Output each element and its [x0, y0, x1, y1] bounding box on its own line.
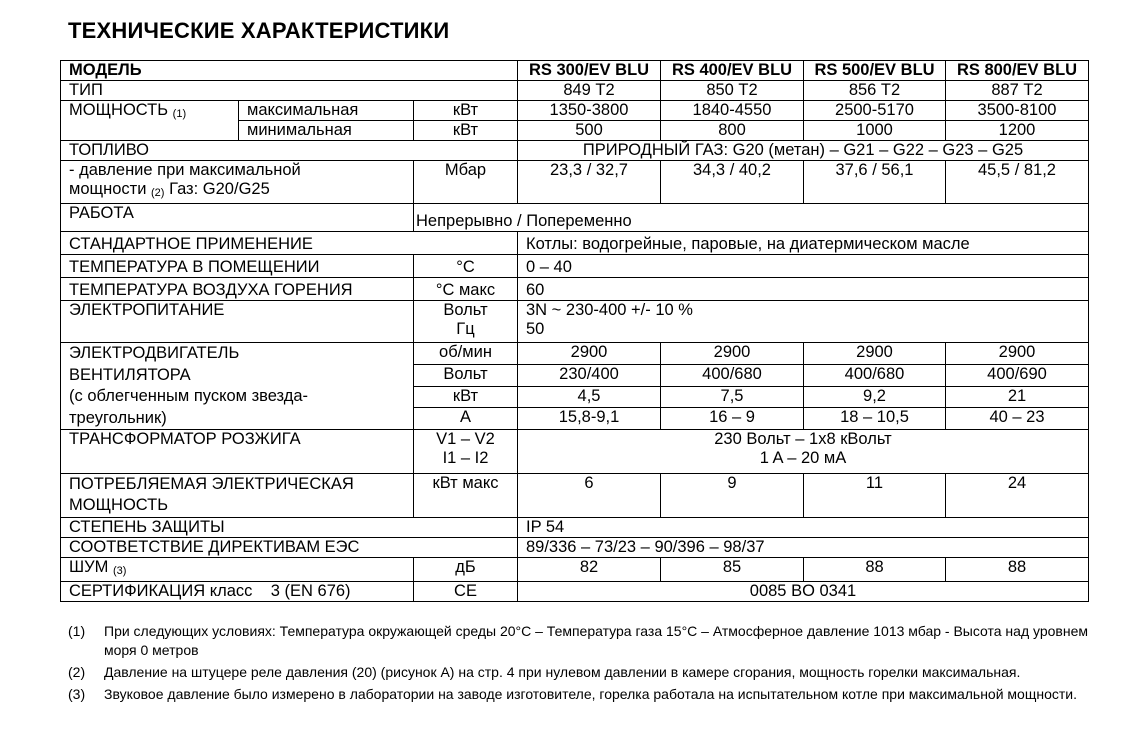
footnotes [68, 622, 1088, 707]
table-cell: Котлы: водогрейные, паровые, на диатермическом масле [518, 232, 1089, 255]
unit-cell: Мбар [414, 161, 518, 204]
row-label: ТРАНСФОРМАТОР РОЗЖИГА [61, 430, 414, 474]
page-title: ТЕХНИЧЕСКИЕ ХАРАКТЕРИСТИКИ [68, 18, 450, 43]
table-cell: 88 [804, 558, 946, 582]
table-cell: 37,6 / 56,1 [804, 161, 946, 204]
spec-table [60, 60, 1089, 602]
table-cell: 45,5 / 81,2 [946, 161, 1089, 204]
table-cell: 887 Т2 [946, 81, 1089, 101]
table-cell: 230/400 [518, 364, 661, 386]
model-header: МОДЕЛЬ [61, 61, 518, 81]
unit-cell: CE [414, 582, 518, 602]
table-row [61, 278, 1089, 301]
footnote-text: При следующих условиях: Температура окружающей среды 20°C – Температура газа 15°C – Атмосферное давление 1013 мбар - Высота над уровнем моря 0 метров [104, 623, 1088, 658]
footnote-number: (2) [68, 664, 86, 680]
table-row [61, 518, 1089, 538]
table-cell: 23,3 / 32,7 [518, 161, 661, 204]
footnote-ref: (1) [172, 108, 187, 120]
row-label: СТЕПЕНЬ ЗАЩИТЫ [61, 518, 518, 538]
footnote-ref: (3) [112, 565, 127, 577]
footnote-number: (1) [68, 623, 86, 639]
table-cell: 24 [946, 474, 1089, 518]
row-label: СЕРТИФИКАЦИЯ класс 3 (EN 676) [61, 582, 414, 602]
table-cell: 3500-8100 [946, 101, 1089, 121]
table-cell: 4,5 [518, 386, 661, 408]
unit-cell: °C [414, 255, 518, 278]
row-label: ЭЛЕКТРОПИТАНИЕ [61, 301, 414, 343]
table-cell: 0 – 40 [518, 255, 1089, 278]
table-cell: 2900 [518, 343, 661, 365]
table-cell: 60 [518, 278, 1089, 301]
table-cell: 2900 [946, 343, 1089, 365]
table-cell: ПРИРОДНЫЙ ГАЗ: G20 (метан) – G21 – G22 – G23 – G25 [518, 141, 1089, 161]
table-cell: 856 Т2 [804, 81, 946, 101]
table-row [61, 430, 1089, 474]
footnote [68, 663, 1088, 682]
table-cell: 16 – 9 [661, 408, 804, 430]
model-name: RS 300/EV BLU [518, 61, 661, 81]
unit-cell: об/мин [414, 343, 518, 365]
table-cell: 849 Т2 [518, 81, 661, 101]
footnote [68, 685, 1088, 704]
table-cell: 34,3 / 40,2 [661, 161, 804, 204]
row-label: ТЕМПЕРАТУРА ВОЗДУХА ГОРЕНИЯ [61, 278, 414, 301]
table-row [61, 141, 1089, 161]
model-name: RS 400/EV BLU [661, 61, 804, 81]
table-row [61, 81, 1089, 101]
table-cell: 1350-3800 [518, 101, 661, 121]
model-name: RS 500/EV BLU [804, 61, 946, 81]
table-cell: 18 – 10,5 [804, 408, 946, 430]
table-cell: 11 [804, 474, 946, 518]
row-label: ЭЛЕКТРОДВИГАТЕЛЬ ВЕНТИЛЯТОРА (с облегченным пуском звезда- треугольник) [61, 343, 414, 430]
unit-cell: V1 – V2 I1 – I2 [414, 430, 518, 474]
table-row [61, 538, 1089, 558]
unit-cell: кВт [414, 386, 518, 408]
table-cell: 21 [946, 386, 1089, 408]
table-cell: 850 Т2 [661, 81, 804, 101]
table-row [61, 161, 1089, 204]
table-cell: 500 [518, 121, 661, 141]
row-label: МОЩНОСТЬ (1) [61, 101, 239, 141]
model-name: RS 800/EV BLU [946, 61, 1089, 81]
table-cell: 3N ~ 230-400 +/- 10 % 50 [518, 301, 1089, 343]
table-cell: 2900 [804, 343, 946, 365]
unit-cell: A [414, 408, 518, 430]
table-cell: 800 [661, 121, 804, 141]
table-cell: 40 – 23 [946, 408, 1089, 430]
table-cell: Непрерывно / Попеременно [414, 204, 1089, 232]
row-label: ТОПЛИВО [61, 141, 518, 161]
table-cell: IP 54 [518, 518, 1089, 538]
table-cell: 15,8-9,1 [518, 408, 661, 430]
table-cell: 89/336 – 73/23 – 90/396 – 98/37 [518, 538, 1089, 558]
table-row [61, 558, 1089, 582]
table-row [61, 232, 1089, 255]
unit-cell: кВт [414, 121, 518, 141]
row-label: СООТВЕТСТВИЕ ДИРЕКТИВАМ ЕЭС [61, 538, 518, 558]
row-sublabel: максимальная [239, 101, 414, 121]
unit-cell: кВт макс [414, 474, 518, 518]
footnote-text: Звуковое давление было измерено в лаборатории на заводе изготовителе, горелка работала на испытательном котле при максимальной мощности. [104, 686, 1077, 702]
table-cell: 1000 [804, 121, 946, 141]
table-cell: 82 [518, 558, 661, 582]
table-row [61, 343, 1089, 365]
table-cell: 230 Вольт – 1x8 кВольт 1 A – 20 мА [518, 430, 1089, 474]
footnote-text: Давление на штуцере реле давления (20) (рисунок А) на стр. 4 при нулевом давлении в камере сгорания, мощность горелки максимальная. [104, 664, 1021, 680]
table-cell: 1840-4550 [661, 101, 804, 121]
table-cell: 85 [661, 558, 804, 582]
table-cell: 1200 [946, 121, 1089, 141]
unit-cell: кВт [414, 101, 518, 121]
row-label: - давление при максимальной мощности (2) Газ: G20/G25 [61, 161, 414, 204]
row-label: ТЕМПЕРАТУРА В ПОМЕЩЕНИИ [61, 255, 414, 278]
table-row [61, 101, 1089, 121]
unit-cell: Вольт Гц [414, 301, 518, 343]
row-label: СТАНДАРТНОЕ ПРИМЕНЕНИЕ [61, 232, 518, 255]
table-cell: 400/680 [661, 364, 804, 386]
table-cell: 7,5 [661, 386, 804, 408]
footnote [68, 622, 1088, 660]
table-cell: 2900 [661, 343, 804, 365]
table-row [61, 255, 1089, 278]
row-label: ШУМ (3) [61, 558, 414, 582]
unit-cell: дБ [414, 558, 518, 582]
table-cell: 0085 BO 0341 [518, 582, 1089, 602]
row-label: ПОТРЕБЛЯЕМАЯ ЭЛЕКТРИЧЕСКАЯ МОЩНОСТЬ [61, 474, 414, 518]
table-header-row [61, 61, 1089, 81]
table-row [61, 204, 1089, 232]
table-cell: 2500-5170 [804, 101, 946, 121]
table-row [61, 582, 1089, 602]
unit-cell: Вольт [414, 364, 518, 386]
table-cell: 88 [946, 558, 1089, 582]
table-cell: 400/680 [804, 364, 946, 386]
table-cell: 6 [518, 474, 661, 518]
table-row [61, 474, 1089, 518]
table-row [61, 301, 1089, 343]
table-cell: 9,2 [804, 386, 946, 408]
table-cell: 400/690 [946, 364, 1089, 386]
row-label: РАБОТА [61, 204, 414, 232]
footnote-number: (3) [68, 686, 86, 702]
table-cell: 9 [661, 474, 804, 518]
row-sublabel: минимальная [239, 121, 414, 141]
footnote-ref: (2) [151, 187, 165, 199]
unit-cell: °C макс [414, 278, 518, 301]
row-label: ТИП [61, 81, 518, 101]
